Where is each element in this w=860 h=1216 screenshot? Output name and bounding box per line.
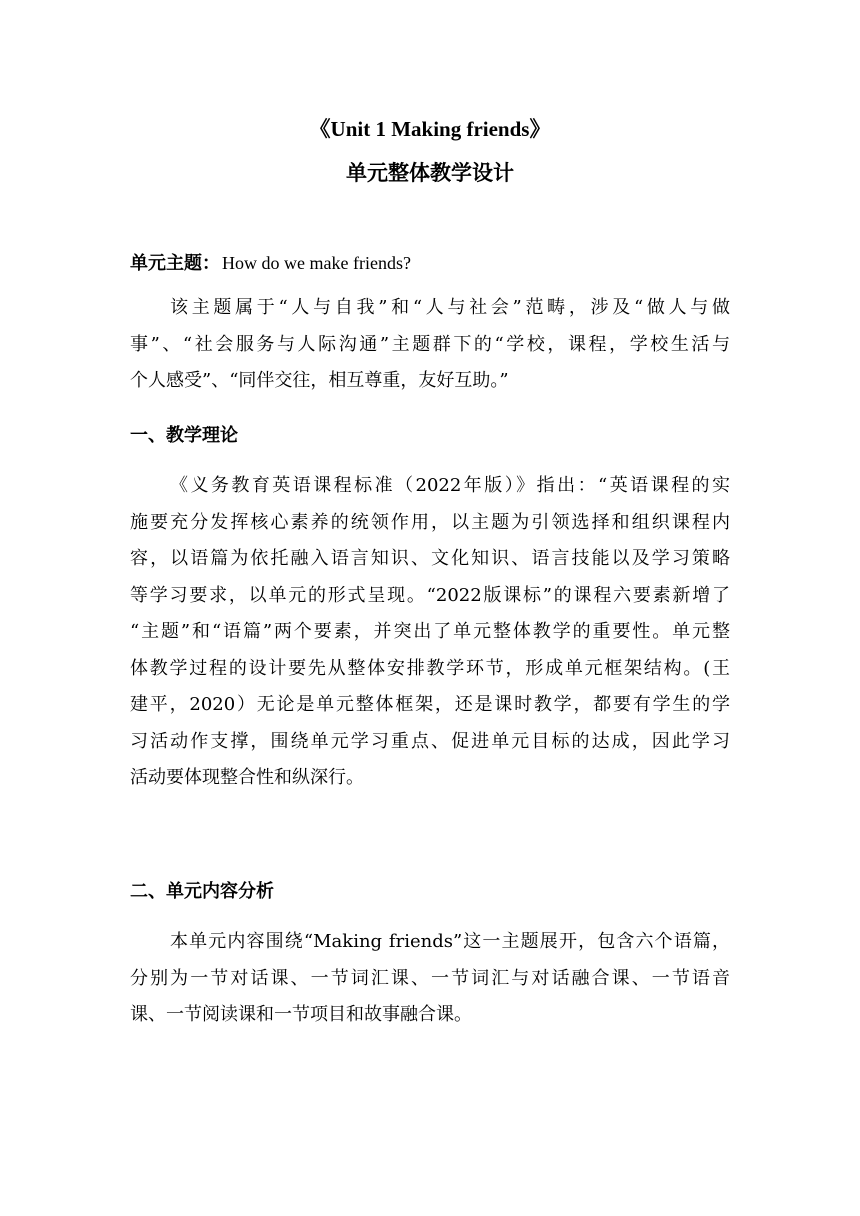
intro-paragraph (130, 290, 730, 400)
theory-line: 等学习要求，以单元的形式呈现。“2022版课标”的课程六要素新增了 (130, 584, 730, 606)
analysis-line: 课、一节阅读课和一节项目和故事融合课。 (130, 1004, 472, 1025)
theory-line: 活动要体现整合性和纵深行。 (130, 767, 364, 788)
intro-line: 该主题属于“人与自我”和“人与社会”范畴，涉及“做人与做 (170, 297, 730, 318)
teaching-theory-paragraph (130, 468, 730, 797)
theory-line: 施要充分发挥核心素养的统领作用，以主题为引领选择和组织课程内 (130, 511, 730, 533)
analysis-line: 本单元内容围绕“Making friends”这一主题展开，包含六个语篇， (170, 931, 730, 952)
unit-theme-line (130, 248, 730, 279)
theory-line: 体教学过程的设计要先从整体安排教学环节，形成单元框架结构。(王 (130, 657, 730, 679)
analysis-line: 分别为一节对话课、一节词汇课、一节词汇与对话融合课、一节语音 (130, 967, 730, 989)
intro-line: 事”、“社会服务与人际沟通”主题群下的“学校，课程，学校生活与 (130, 333, 730, 355)
content-analysis-paragraph (130, 924, 730, 1034)
unit-theme-label: 单元主题： (130, 253, 220, 274)
section-heading-content-analysis: 二、单元内容分析 (130, 881, 274, 902)
document-title-chinese: 单元整体教学设计 (346, 161, 514, 185)
theory-line: “主题”和“语篇”两个要素，并突出了单元整体教学的重要性。单元整 (130, 621, 730, 642)
theory-line: 《义务教育英语课程标准（2022年版）》指出：“英语课程的实 (170, 475, 730, 496)
intro-line: 个人感受”、“同伴交往，相互尊重，友好互助。” (130, 370, 509, 391)
document-title-english: 《Unit 1 Making friends》 (309, 117, 551, 141)
section-heading-teaching-theory: 一、教学理论 (130, 425, 238, 446)
theory-line: 容，以语篇为依托融入语言知识、文化知识、语言技能以及学习策略 (130, 548, 730, 569)
theory-line: 建平，2020）无论是单元整体框架，还是课时教学，都要有学生的学 (130, 694, 730, 715)
unit-theme-value: How do we make friends? (222, 253, 411, 273)
theory-line: 习活动作支撑，围绕单元学习重点、促进单元目标的达成，因此学习 (130, 730, 730, 752)
